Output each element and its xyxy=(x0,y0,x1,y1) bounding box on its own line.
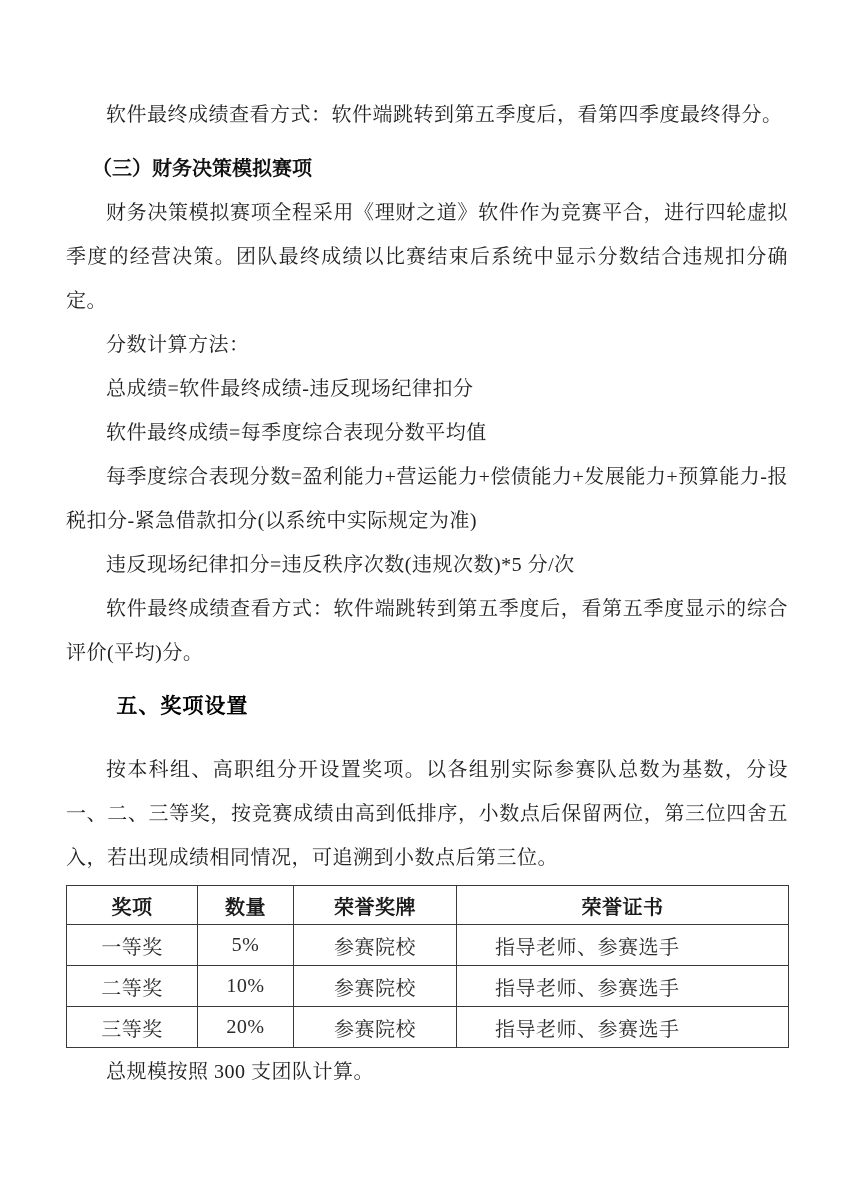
page-content xyxy=(66,93,788,1094)
header-cell-quantity: 数量 xyxy=(198,886,294,925)
paragraph-formula-software-final: 软件最终成绩=每季度综合表现分数平均值 xyxy=(106,422,487,444)
paragraph-formula-total-score: 总成绩=软件最终成绩-违反现场纪律扣分 xyxy=(106,378,474,400)
header-cell-certificate: 荣誉证书 xyxy=(457,886,789,925)
cell-quantity: 10% xyxy=(198,966,294,1007)
cell-medal: 参赛院校 xyxy=(294,925,457,966)
paragraph-score-view-q4: 软件最终成绩查看方式：软件端跳转到第五季度后，看第四季度最终得分。 xyxy=(106,104,783,126)
table-row-third-prize xyxy=(67,1007,789,1048)
paragraph-score-view-q5: 软件最终成绩查看方式：软件端跳转到第五季度后，看第五季度显示的综合评价(平均)分。 xyxy=(66,598,788,664)
header-cell-award: 奖项 xyxy=(67,886,198,925)
paragraph-section3-overview: 财务决策模拟赛项全程采用《理财之道》软件作为竞赛平合，进行四轮虚拟季度的经营决策。团队最终成绩以比赛结束后系统中显示分数结合违规扣分确定。 xyxy=(66,202,788,312)
table-row-second-prize xyxy=(67,966,789,1007)
header-cell-medal: 荣誉奖牌 xyxy=(294,886,457,925)
cell-certificate: 指导老师、参赛选手 xyxy=(457,966,789,1007)
paragraph-formula-discipline-deduction: 违反现场纪律扣分=违反秩序次数(违规次数)*5 分/次 xyxy=(106,554,575,576)
cell-award: 三等奖 xyxy=(67,1007,198,1048)
paragraph-total-scale: 总规模按照 300 支团队计算。 xyxy=(106,1061,374,1083)
cell-certificate: 指导老师、参赛选手 xyxy=(457,925,789,966)
paragraph-awards-rules: 按本科组、高职组分开设置奖项。以各组别实际参赛队总数为基数，分设一、二、三等奖，按竞赛成绩由高到低排序，小数点后保留两位，第三位四舍五入，若出现成绩相同情况，可追溯到小数点后第三位。 xyxy=(66,759,788,869)
cell-medal: 参赛院校 xyxy=(294,966,457,1007)
cell-award: 一等奖 xyxy=(67,925,198,966)
cell-quantity: 5% xyxy=(198,925,294,966)
heading-section-5-awards: 五、奖项设置 xyxy=(116,695,249,718)
paragraph-formula-quarterly-score: 每季度综合表现分数=盈利能力+营运能力+偿债能力+发展能力+预算能力-报税扣分-紧急借款扣分(以系统中实际规定为准) xyxy=(66,466,788,532)
cell-certificate: 指导老师、参赛选手 xyxy=(457,1007,789,1048)
cell-medal: 参赛院校 xyxy=(294,1007,457,1048)
cell-award: 二等奖 xyxy=(67,966,198,1007)
awards-table xyxy=(66,885,789,1048)
cell-quantity: 20% xyxy=(198,1007,294,1048)
awards-table-header-row xyxy=(67,886,789,925)
heading-section-3-financial-decision: （三）财务决策模拟赛项 xyxy=(92,158,312,180)
paragraph-score-method-label: 分数计算方法： xyxy=(106,334,250,356)
table-row-first-prize xyxy=(67,925,789,966)
